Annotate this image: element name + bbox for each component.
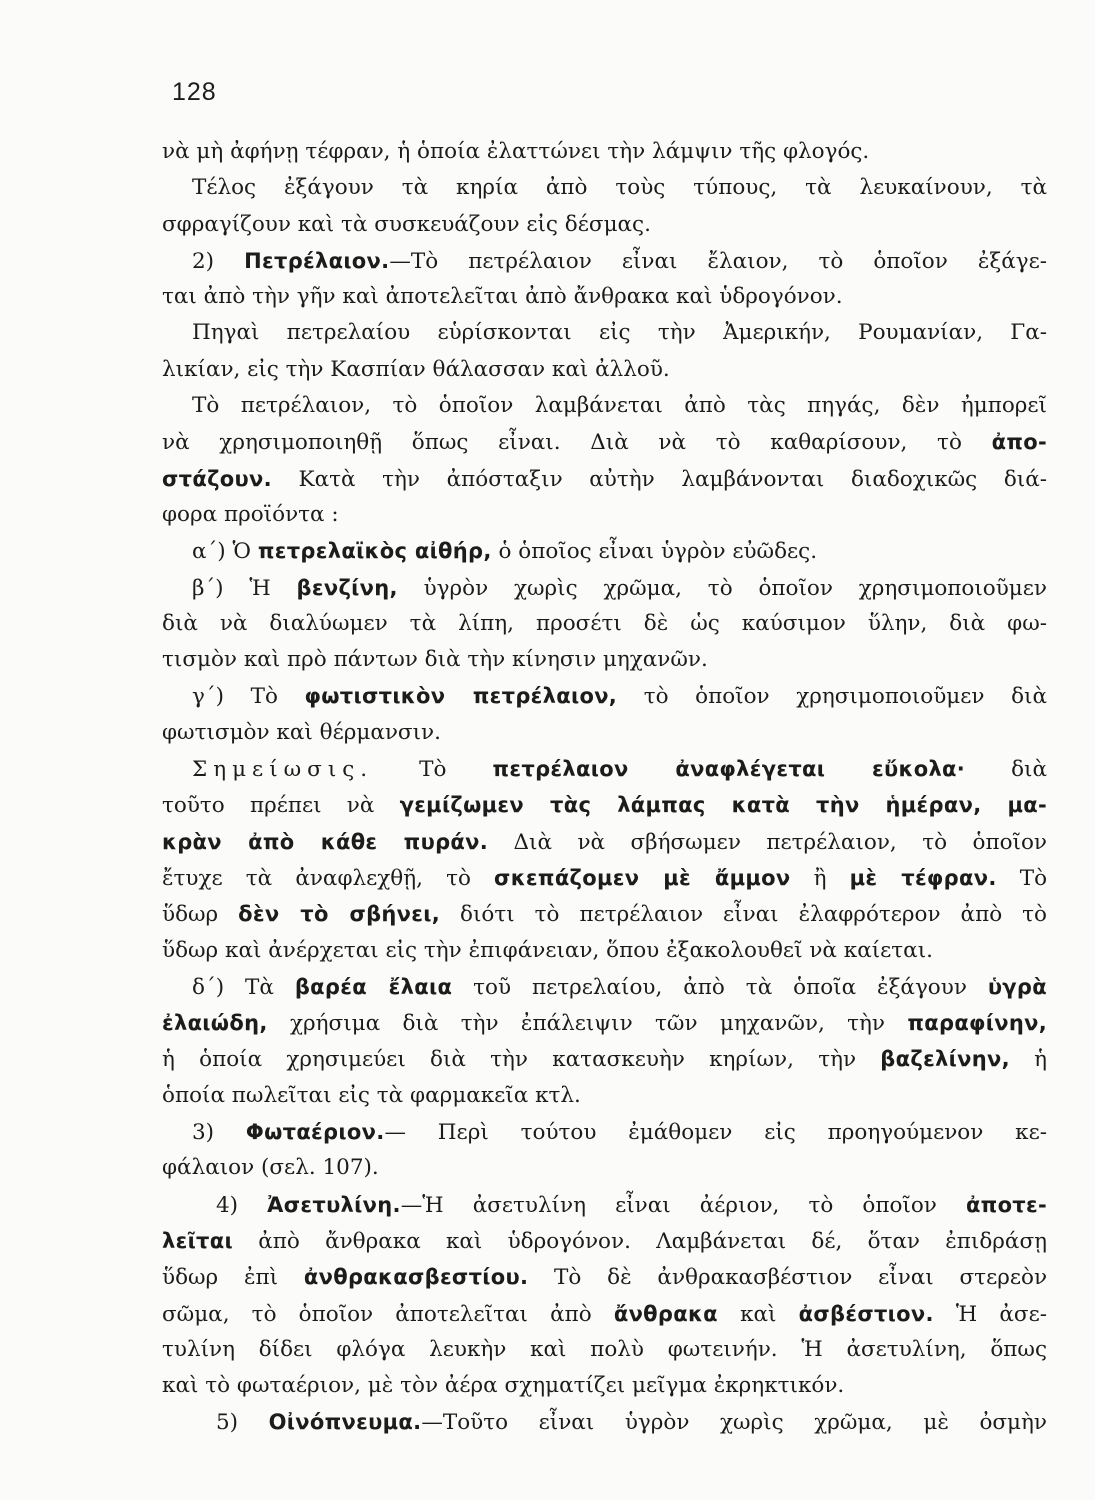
- bold-term: Ἀσετυλίνη.: [267, 1192, 401, 1217]
- text-run: 4): [216, 1192, 268, 1218]
- text-run: Τὸ: [373, 757, 493, 783]
- bold-term: γεμίζωμεν τὰς λάμπας κατὰ τὴν ἡμέραν, μα-: [399, 793, 1047, 818]
- text-line: [162, 933, 1047, 969]
- text-run: ἡ: [1009, 1047, 1048, 1073]
- bold-term: Οἰνόπνευμα.: [268, 1410, 422, 1435]
- text-run: γ΄) Τὸ: [192, 684, 305, 710]
- bold-term: βενζίνη,: [296, 575, 398, 600]
- text-run: τυλίνη δίδει φλόγα λευκὴν καὶ πολὺ φωτεινήν. Ἡ ἀσετυλίνη, ὅπως: [162, 1336, 1047, 1362]
- text-run: διὰ νὰ διαλύωμεν τὰ λίπη, προσέτι δὲ ὡς καύσιμον ὕλην, διὰ φω-: [162, 610, 1047, 636]
- text-run: νὰ χρησιμοποιηθῇ ὅπως εἶναι. Διὰ νὰ τὸ καθαρίσουν, τὸ: [162, 430, 992, 456]
- text-line: [162, 969, 1047, 1005]
- text-run: 3): [192, 1120, 246, 1146]
- text-line: [162, 1368, 1047, 1404]
- bold-term: βαρέα ἔλαια: [294, 974, 453, 999]
- text-run: Τὸ: [996, 865, 1048, 891]
- text-line: [162, 461, 1047, 497]
- text-line: [162, 1150, 1047, 1186]
- bold-term: παραφίνην,: [907, 1011, 1047, 1036]
- page-number: 128: [172, 78, 217, 106]
- text-run: νὰ μὴ ἀφήνῃ τέφραν, ἡ ὁποία ἐλαττώνει τὴν λάμψιν τῆς φλογός.: [162, 139, 870, 164]
- text-line: [162, 315, 1047, 351]
- text-line: [162, 1404, 1047, 1440]
- text-run: φωτισμὸν καὶ θέρμανσιν.: [162, 719, 441, 745]
- text-line: [162, 497, 1047, 533]
- text-run: Κατὰ τὴν ἀπόσταξιν αὐτὴν λαμβάνονται διαδοχικῶς διά-: [271, 466, 1047, 492]
- text-line: [162, 170, 1047, 206]
- text-run: — Περὶ τούτου ἐμάθομεν εἰς προηγούμενον κε-: [384, 1120, 1048, 1146]
- text-run: ὑγρὸν χωρὶς χρῶμα, τὸ ὁποῖον χρησιμοποιοῦμεν: [397, 575, 1047, 601]
- bold-term: δὲν τὸ σβήνει,: [238, 902, 441, 927]
- text-run: —Τὸ πετρέλαιον εἶναι ἔλαιον, τὸ ὁποῖον ἐξάγε-: [389, 248, 1048, 274]
- text-run: 5): [216, 1410, 269, 1436]
- text-run: δ΄) Τὰ: [192, 974, 295, 1000]
- bold-term: ἀπο-: [991, 430, 1047, 455]
- text-line: [162, 207, 1047, 243]
- bold-term: λεῖται: [162, 1228, 233, 1253]
- text-line: [162, 570, 1047, 606]
- text-run: φορα προϊόντα :: [162, 501, 339, 527]
- body-text: [162, 134, 1047, 1441]
- text-line: [162, 1187, 1047, 1223]
- bold-term: ἀσβέστιον.: [798, 1301, 934, 1326]
- text-run: ἔτυχε τὰ ἀναφλεχθῇ, τὸ: [162, 865, 495, 891]
- text-run: ὕδωρ ἐπὶ: [162, 1265, 304, 1291]
- text-line: [162, 1041, 1047, 1077]
- text-line: [162, 787, 1047, 823]
- bold-term: φωτιστικὸν πετρέλαιον,: [304, 684, 618, 709]
- text-line: [162, 388, 1047, 424]
- text-line: [162, 642, 1047, 678]
- text-line: [162, 824, 1047, 860]
- text-line: [162, 1259, 1047, 1295]
- bold-term: σκεπάζομεν μὲ ἄμμον: [494, 865, 791, 890]
- text-line: [162, 352, 1047, 388]
- text-run: διὰ: [965, 757, 1047, 783]
- text-line: [162, 1114, 1047, 1150]
- text-run: ὁποία πωλεῖται εἰς τὰ φαρμακεῖα κτλ.: [162, 1082, 581, 1108]
- bold-term: ἀνθρακασβεστίου.: [303, 1265, 529, 1290]
- text-run: ἢ: [790, 865, 850, 891]
- text-line: [162, 134, 1047, 170]
- text-run: ἡ ὁποία χρησιμεύει διὰ τὴν κατασκευὴν κηρίων, τὴν: [162, 1047, 881, 1073]
- text-run: Ἡ ἀσε-: [933, 1301, 1047, 1327]
- text-run: Τὸ πετρέλαιον, τὸ ὁποῖον λαμβάνεται ἀπὸ τὰς πηγάς, δὲν ἠμπορεῖ: [192, 393, 1047, 419]
- bold-term: πετρελαϊκὸς αἰθήρ,: [257, 539, 492, 564]
- text-run: λικίαν, εἰς τὴν Κασπίαν θάλασσαν καὶ ἀλλοῦ.: [162, 356, 670, 382]
- text-run: β΄) Ἡ: [192, 575, 297, 601]
- text-run: τισμὸν καὶ πρὸ πάντων διὰ τὴν κίνησιν μηχανῶν.: [162, 647, 708, 673]
- text-run: 2): [192, 248, 245, 274]
- bold-term: στάζουν.: [162, 466, 272, 491]
- text-line: [162, 606, 1047, 642]
- text-run: —Τοῦτο εἶναι ὑγρὸν χωρὶς χρῶμα, μὲ ὀσμὴν: [421, 1410, 1047, 1436]
- text-run: Τὸ δὲ ἀνθρακασβέστιον εἶναι στερεὸν: [528, 1265, 1048, 1291]
- text-line: [162, 424, 1047, 460]
- bold-term: κρὰν ἀπὸ κάθε πυράν.: [162, 829, 489, 854]
- text-line: [162, 533, 1047, 569]
- text-line: [162, 1296, 1047, 1332]
- text-run: α΄) Ὁ: [192, 539, 258, 565]
- text-run: —Ἡ ἀσετυλίνη εἶναι ἀέριον, τὸ ὁποῖον: [400, 1192, 966, 1218]
- text-run: τοῦ πετρελαίου, ἀπὸ τὰ ὁποῖα ἐξάγουν: [452, 974, 988, 1000]
- text-line: [162, 751, 1047, 787]
- bold-term: πετρέλαιον ἀναφλέγεται εὔκολα·: [492, 757, 966, 782]
- bold-term: Φωταέριον.: [245, 1120, 385, 1145]
- text-run: σφραγίζουν καὶ τὰ συσκευάζουν εἰς δέσμας.: [162, 211, 651, 237]
- text-run: καὶ τὸ φωταέριον, μὲ τὸν ἀέρα σχηματίζει μεῖγμα ἐκρηκτικόν.: [162, 1373, 845, 1399]
- bold-term: ὑγρὰ: [987, 974, 1047, 999]
- bold-term: ἐλαιώδη,: [162, 1011, 268, 1036]
- bold-term: ἄνθρακα: [613, 1301, 718, 1326]
- text-run: διότι τὸ πετρέλαιον εἶναι ἐλαφρότερον ἀπὸ τὸ: [440, 902, 1047, 928]
- text-run: ὕδωρ καὶ ἀνέρχεται εἰς τὴν ἐπιφάνειαν, ὅπου ἐξακολουθεῖ νὰ καίεται.: [162, 937, 933, 963]
- text-line: [162, 896, 1047, 932]
- text-line: [162, 243, 1047, 279]
- text-run: χρήσιμα διὰ τὴν ἐπάλειψιν τῶν μηχανῶν, τὴν: [267, 1011, 908, 1037]
- text-line: [162, 1005, 1047, 1041]
- text-run: ται ἀπὸ τὴν γῆν καὶ ἀποτελεῖται ἀπὸ ἄνθρακα καὶ ὑδρογόνον.: [162, 284, 843, 310]
- text-run: Πηγαὶ πετρελαίου εὑρίσκονται εἰς τὴν Ἀμερικήν, Ρουμανίαν, Γα-: [192, 320, 1047, 346]
- text-run: Τέλος ἐξάγουν τὰ κηρία ἀπὸ τοὺς τύπους, τὰ λευκαίνουν, τὰ: [192, 175, 1047, 201]
- text-run: τοῦτο πρέπει νὰ: [162, 793, 400, 819]
- text-line: [162, 860, 1047, 896]
- text-run: φάλαιον (σελ. 107).: [162, 1155, 379, 1181]
- text-line: [162, 1223, 1047, 1259]
- bold-term: μὲ τέφραν.: [849, 865, 997, 890]
- text-run: Σημείωσις.: [192, 757, 374, 783]
- text-line: [162, 715, 1047, 751]
- text-line: [162, 279, 1047, 315]
- text-run: ὕδωρ: [162, 902, 239, 928]
- text-run: Διὰ νὰ σβήσωμεν πετρέλαιον, τὸ ὁποῖον: [488, 829, 1047, 855]
- text-line: [162, 678, 1047, 714]
- text-line: [162, 1332, 1047, 1368]
- bold-term: Πετρέλαιον.: [244, 248, 390, 273]
- bold-term: ἀποτε-: [965, 1192, 1048, 1217]
- text-run: ἀπὸ ἄνθρακα καὶ ὑδρογόνον. Λαμβάνεται δέ, ὅταν ἐπιδράσῃ: [232, 1228, 1047, 1254]
- text-run: ὁ ὁποῖος εἶναι ὑγρὸν εὐῶδες.: [491, 539, 818, 565]
- text-run: τὸ ὁποῖον χρησιμοποιοῦμεν διὰ: [617, 684, 1047, 710]
- text-run: σῶμα, τὸ ὁποῖον ἀποτελεῖται ἀπὸ: [162, 1301, 614, 1327]
- text-line: [162, 1078, 1047, 1114]
- bold-term: βαζελίνην,: [880, 1047, 1010, 1072]
- text-run: καὶ: [717, 1301, 799, 1327]
